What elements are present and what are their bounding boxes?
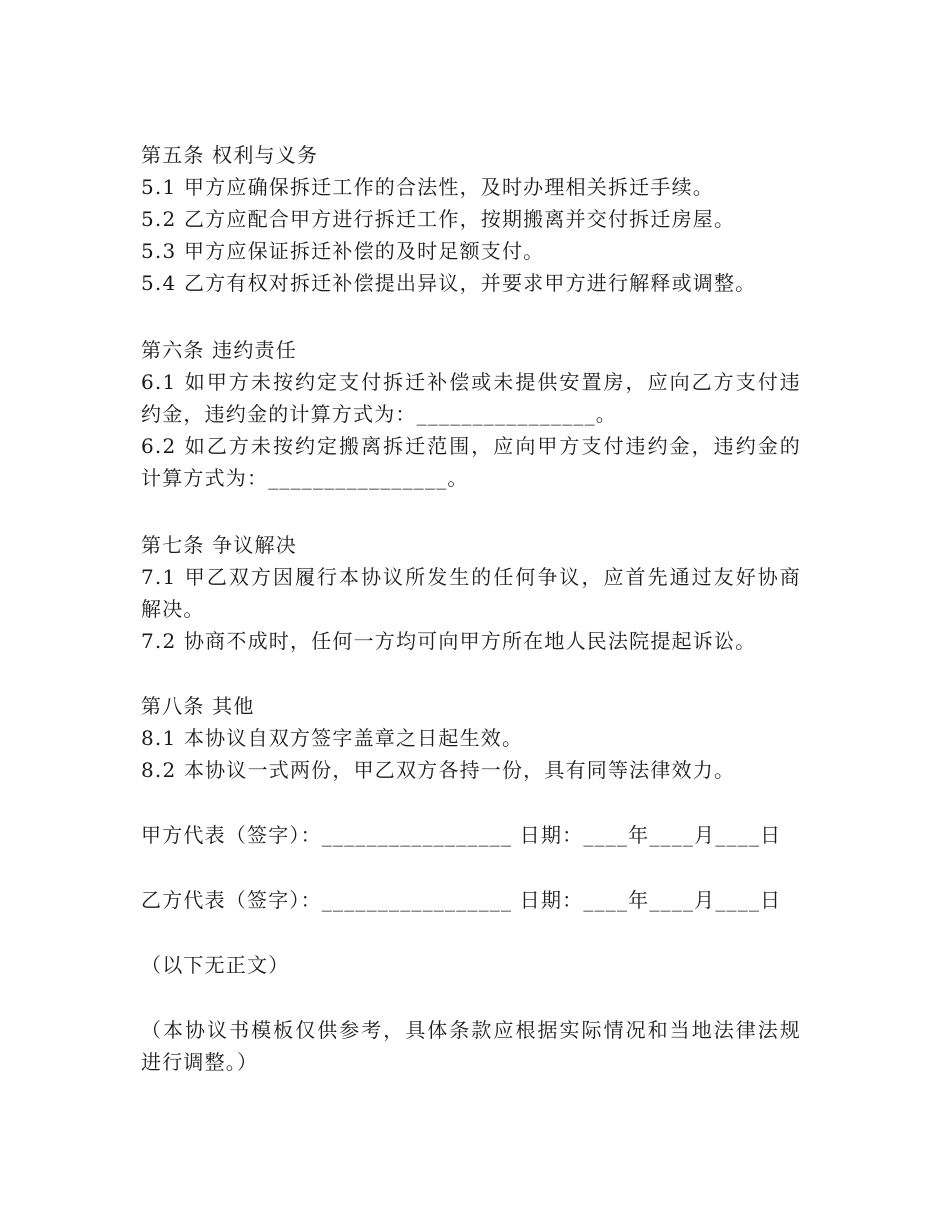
section-heading: 第六条 违约责任 <box>141 338 297 362</box>
clause-text: 7.1 甲乙双方因履行本协议所发生的任何争议，应首先通过友好协商 <box>141 565 801 589</box>
clause-text: 5.1 甲方应确保拆迁工作的合法性，及时办理相关拆迁手续。 <box>141 175 714 199</box>
clause-text: 5.4 乙方有权对拆迁补偿提出异议，并要求甲方进行解释或调整。 <box>141 271 757 295</box>
party-b-signature-line: 乙方代表（签字）：_________________ 日期：____年____月____日 <box>141 888 782 912</box>
clause-text: 8.1 本协议自双方签字盖章之日起生效。 <box>141 726 524 750</box>
clause-text: 8.2 本协议一式两份，甲乙双方各持一份，具有同等法律效力。 <box>141 758 736 782</box>
clause-text: 7.2 协商不成时，任何一方均可向甲方所在地人民法院提起诉讼。 <box>141 629 757 653</box>
disclaimer-text: （本协议书模板仅供参考，具体条款应根据实际情况和当地法律法规 <box>141 1018 801 1042</box>
section-heading: 第七条 争议解决 <box>141 533 297 557</box>
clause-text: 5.2 乙方应配合甲方进行拆迁工作，按期搬离并交付拆迁房屋。 <box>141 207 736 231</box>
party-a-signature-line: 甲方代表（签字）：_________________ 日期：____年____月____日 <box>141 823 782 847</box>
section-heading: 第八条 其他 <box>141 694 255 718</box>
end-note: （以下无正文） <box>141 953 290 977</box>
clause-text: 6.1 如甲方未按约定支付拆迁补偿或未提供安置房，应向乙方支付违 <box>141 370 801 394</box>
clause-text: 计算方式为：________________。 <box>141 466 469 490</box>
clause-text: 6.2 如乙方未按约定搬离拆迁范围，应向甲方支付违约金，违约金的 <box>141 434 801 458</box>
disclaimer-text: 进行调整。） <box>141 1050 259 1074</box>
clause-text: 约金，违约金的计算方式为：________________。 <box>141 402 617 426</box>
section-heading: 第五条 权利与义务 <box>141 143 319 167</box>
clause-text: 5.3 甲方应保证拆迁补偿的及时足额支付。 <box>141 239 545 263</box>
clause-text: 解决。 <box>141 597 205 621</box>
